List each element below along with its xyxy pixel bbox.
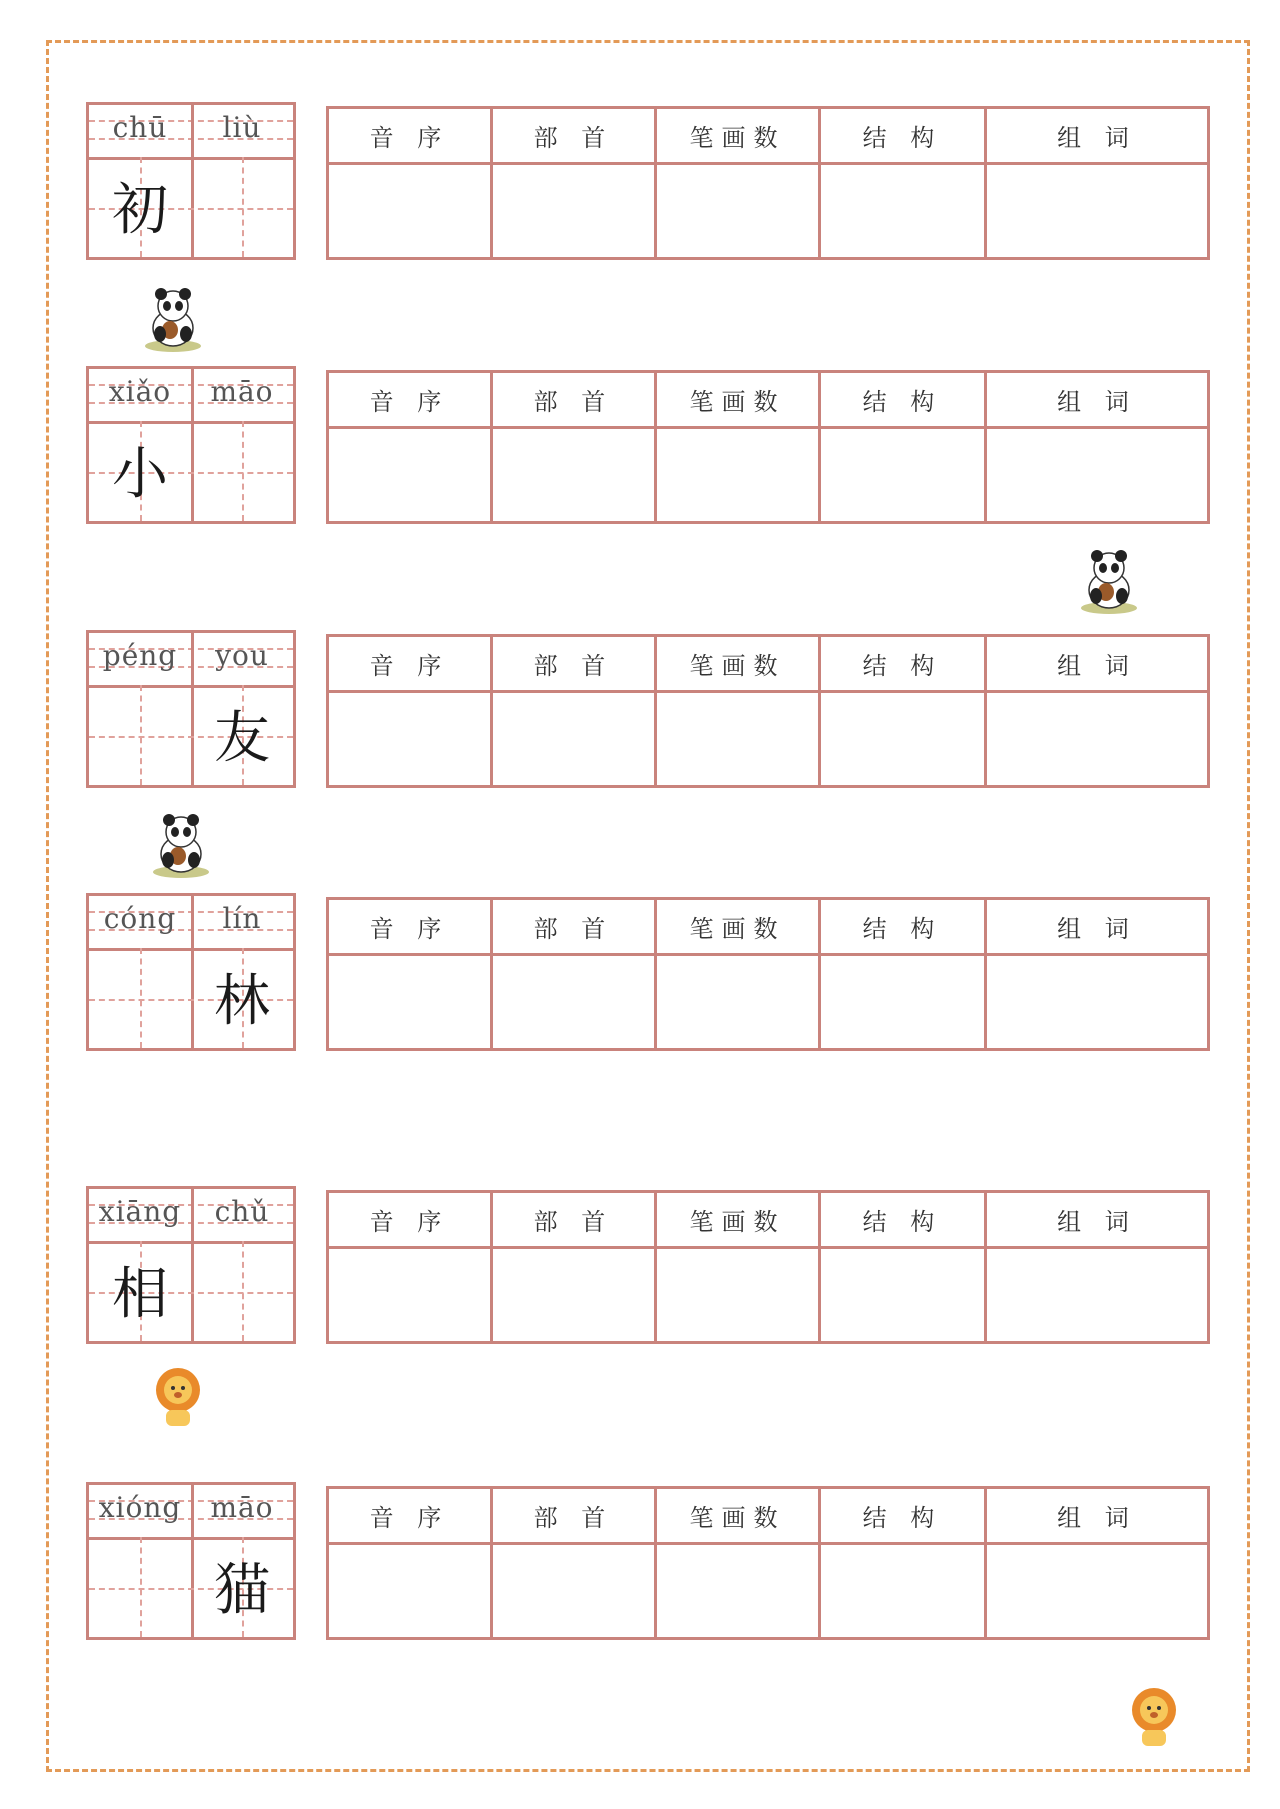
- header-bihuashu: 笔画数: [657, 373, 821, 429]
- pinyin: liù: [222, 111, 262, 144]
- info-table: [326, 634, 1210, 788]
- hanzi-character: 初: [112, 178, 168, 243]
- header-jiegou: 结 构: [821, 373, 987, 429]
- header-bihuashu: 笔画数: [657, 1193, 821, 1249]
- pinyin: you: [215, 639, 269, 672]
- pinyin: xióng: [98, 1491, 182, 1524]
- answer-cell[interactable]: [987, 429, 1207, 521]
- answer-cell[interactable]: [493, 429, 657, 521]
- pinyin-grid: [86, 366, 296, 524]
- answer-cell[interactable]: [821, 165, 987, 257]
- answer-cell[interactable]: [657, 1545, 821, 1637]
- answer-cell[interactable]: [987, 693, 1207, 785]
- hanzi-character: 林: [214, 969, 270, 1034]
- header-zuci: 组 词: [987, 1489, 1207, 1545]
- header-zuci: 组 词: [987, 1193, 1207, 1249]
- word-row-2: [0, 366, 1280, 526]
- answer-cell[interactable]: [657, 165, 821, 257]
- header-bihuashu: 笔画数: [657, 900, 821, 956]
- pinyin-grid: [86, 893, 296, 1051]
- answer-cell[interactable]: [329, 165, 493, 257]
- info-table: [326, 897, 1210, 1051]
- lion-sticker-icon: [1126, 1686, 1182, 1750]
- word-row-3: [0, 630, 1280, 790]
- word-row-5: [0, 1186, 1280, 1346]
- answer-cell[interactable]: [821, 1249, 987, 1341]
- answer-cell[interactable]: [657, 956, 821, 1048]
- pinyin: chǔ: [214, 1195, 270, 1228]
- header-yinxu: 音 序: [329, 637, 493, 693]
- header-zuci: 组 词: [987, 900, 1207, 956]
- header-bihuashu: 笔画数: [657, 1489, 821, 1545]
- lion-sticker-icon: [150, 1366, 206, 1430]
- header-zuci: 组 词: [987, 637, 1207, 693]
- word-row-6: [0, 1482, 1280, 1642]
- word-row-4: [0, 893, 1280, 1053]
- pinyin-grid: [86, 1482, 296, 1640]
- answer-cell[interactable]: [493, 1249, 657, 1341]
- pinyin: lín: [222, 902, 262, 935]
- header-yinxu: 音 序: [329, 1489, 493, 1545]
- pinyin-grid: [86, 102, 296, 260]
- answer-cell[interactable]: [821, 429, 987, 521]
- header-yinxu: 音 序: [329, 373, 493, 429]
- answer-cell[interactable]: [821, 693, 987, 785]
- hanzi-character: 猫: [214, 1558, 270, 1623]
- header-bushou: 部 首: [493, 373, 657, 429]
- answer-cell[interactable]: [329, 429, 493, 521]
- hanzi-character: 友: [214, 706, 270, 771]
- info-table: [326, 1190, 1210, 1344]
- answer-cell[interactable]: [821, 1545, 987, 1637]
- header-yinxu: 音 序: [329, 109, 493, 165]
- answer-cell[interactable]: [329, 1249, 493, 1341]
- header-jiegou: 结 构: [821, 900, 987, 956]
- header-jiegou: 结 构: [821, 1193, 987, 1249]
- answer-cell[interactable]: [657, 693, 821, 785]
- header-zuci: 组 词: [987, 109, 1207, 165]
- header-bushou: 部 首: [493, 637, 657, 693]
- answer-cell[interactable]: [987, 1249, 1207, 1341]
- answer-cell[interactable]: [493, 165, 657, 257]
- pinyin: cóng: [103, 902, 177, 935]
- answer-cell[interactable]: [987, 1545, 1207, 1637]
- answer-cell[interactable]: [329, 693, 493, 785]
- header-bushou: 部 首: [493, 1193, 657, 1249]
- answer-cell[interactable]: [493, 956, 657, 1048]
- header-zuci: 组 词: [987, 373, 1207, 429]
- header-bushou: 部 首: [493, 900, 657, 956]
- hanzi-character: 小: [112, 442, 168, 507]
- header-jiegou: 结 构: [821, 109, 987, 165]
- panda-sticker-icon: [140, 284, 206, 354]
- header-bushou: 部 首: [493, 109, 657, 165]
- header-yinxu: 音 序: [329, 1193, 493, 1249]
- answer-cell[interactable]: [821, 956, 987, 1048]
- header-jiegou: 结 构: [821, 1489, 987, 1545]
- pinyin: xiāng: [98, 1195, 182, 1228]
- answer-cell[interactable]: [987, 956, 1207, 1048]
- info-table: [326, 106, 1210, 260]
- pinyin-grid: [86, 630, 296, 788]
- pinyin: māo: [210, 1491, 274, 1524]
- info-table: [326, 1486, 1210, 1640]
- answer-cell[interactable]: [493, 1545, 657, 1637]
- pinyin-grid: [86, 1186, 296, 1344]
- answer-cell[interactable]: [329, 1545, 493, 1637]
- pinyin: xiǎo: [108, 375, 172, 408]
- answer-cell[interactable]: [657, 429, 821, 521]
- answer-cell[interactable]: [987, 165, 1207, 257]
- header-jiegou: 结 构: [821, 637, 987, 693]
- panda-sticker-icon: [148, 810, 214, 880]
- hanzi-character: 相: [112, 1262, 168, 1327]
- header-bushou: 部 首: [493, 1489, 657, 1545]
- answer-cell[interactable]: [493, 693, 657, 785]
- answer-cell[interactable]: [657, 1249, 821, 1341]
- pinyin: māo: [210, 375, 274, 408]
- panda-sticker-icon: [1076, 546, 1142, 616]
- header-yinxu: 音 序: [329, 900, 493, 956]
- info-table: [326, 370, 1210, 524]
- header-bihuashu: 笔画数: [657, 637, 821, 693]
- word-row-1: [0, 102, 1280, 262]
- pinyin: péng: [102, 639, 178, 672]
- answer-cell[interactable]: [329, 956, 493, 1048]
- pinyin: chū: [112, 111, 168, 144]
- header-bihuashu: 笔画数: [657, 109, 821, 165]
